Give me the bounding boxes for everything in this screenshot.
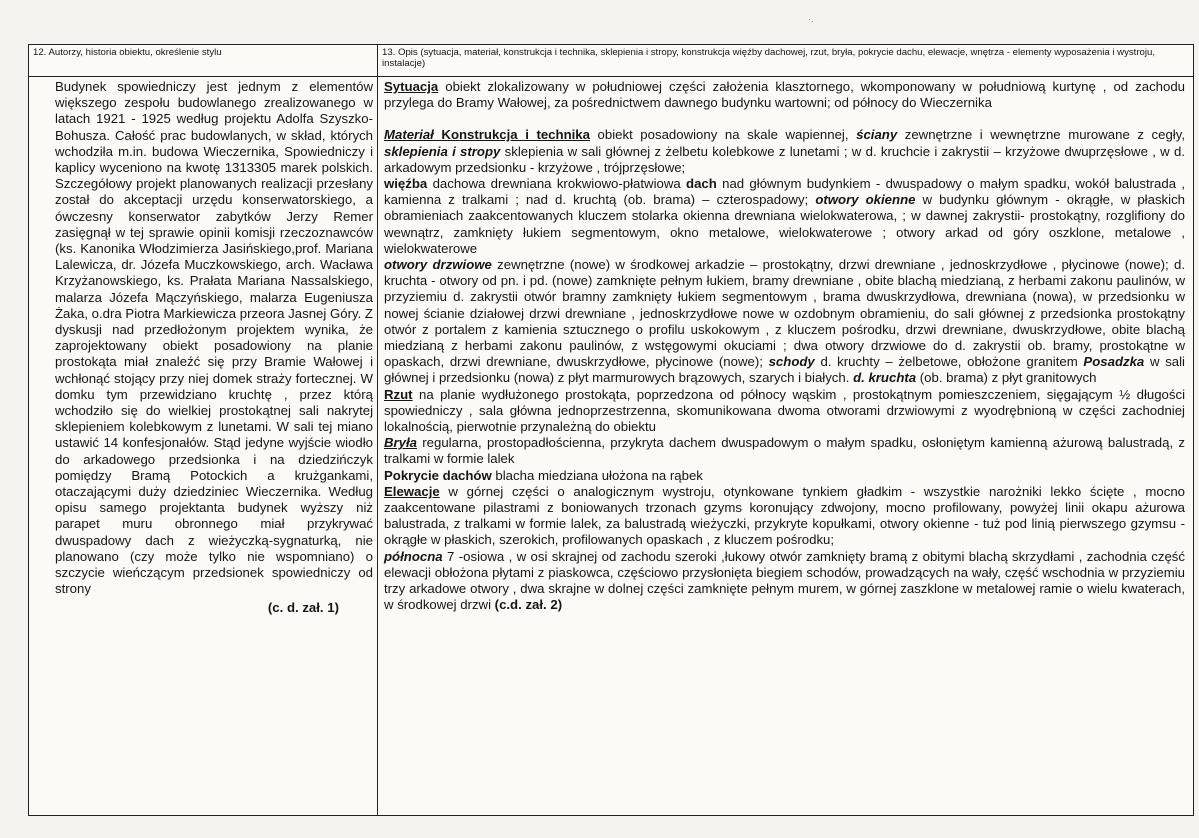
text-kruchta: (ob. brama) z płyt granitowych <box>916 370 1097 386</box>
text-polnocna: 7 -osiowa , w osi skrajnej od zachodu szeroki ,łukowy otwór zamknięty bramą z obitymi blachą skrzydłami , zachodnia część elewacji obłożona płytami z piaskowca, częściowo przysłonięta biegiem schodów, prowadzących na wały, część wschodnia w przyziemiu trzy arkadowe otwory , dwa skrajne w dolnej części zamknięte pełnym murem, w górnej zaszklone w metalowej ramie o wielu kwaterach, w środkowej drzwi <box>384 548 1185 613</box>
header-description: 13. Opis (sytuacja, materiał, konstrukcja i technika, sklepienia i stropy, konstrukcja więźby dachowej, rzut, bryła, pokrycie dachu, elewacje, wnętrza - elementy wyposażenia i wystroju, instalacje) <box>378 45 1193 77</box>
text-sytuacja: obiekt zlokalizowany w południowej części założenia klasztornego, wkomponowany w południową kurtynę , od zachodu przylega do Bramy Wałowej, za pośrednictwem dawnego budynku wartowni; od północy do Wieczernika <box>384 79 1185 111</box>
label-sytuacja: Sytuacja <box>384 79 439 94</box>
label-schody: schody <box>768 354 815 370</box>
label-wiezba: więźba <box>384 176 428 192</box>
text-konstrukcja-3: sklepienia w sali głównej z żelbetu kolebkowe z lunetami ; w d. kruchcie i zakrystii – krzyżowe dwuprzęsłowe , w d. arkadowym przedsionku - krzyżowe , trójprzęsłowe; <box>384 143 1185 175</box>
section-drzwi <box>384 257 1185 387</box>
label-sklepienia: sklepienia i stropy <box>384 143 501 159</box>
history-text: Budynek spowiedniczy jest jednym z elementów większego zespołu budowlanego zrealizowanego w latach 1921 - 1925 według projektu Adolfa Szyszko-Bohusza. Całość prac budowlanych, w skład, których wchodziła m.in. budowa Wieczernika, Spowiedniczy i kaplicy wyceniono na kwotę 1313305 marek polskich. Szczegółowy projekt planowanych realizacji przesłany został do akceptacji urzędu konserwatorskiego, a ówczesny konserwator zabytków Jerzy Remer zasięgnął w tej sprawie opinii komisji rzeczoznawców (ks. Kanonika Włodzimierza Jasińskiego,prof. Mariana Lalewicza, dr. Józefa Muczkowskiego, arch. Wacława Krzyżanowskiego, ks. Prałata Mariana Nassalskiego, malarza Józefa Mączyńskiego, malarza Eugeniusza Żaka, o.dra Piotra Markiewicza przeora Jasnej Góry. Z dyskusji nad przedłożonym projektem wynika, że zaprojektowany obiekt posadowiony na planie prostokąta miał znaleźć się przy Bramie Wałowej i wchłonąć stojący przy niej domek straży fortecznej. W domku tym przewidziano kruchtę , przez którą wchodziło się do wielkiej prostokątnej sali nakrytej sklepieniem kolebkowym z lunetami. W sali tej miano ustawić 14 konfesjonałów. Stąd jedyne wyjście wiodło do arkadowego przedsionka i na dziedzińczyk pomiędzy Bramą Potockich a krużgankami, otaczającymi duży dziedziniec Wieczernika. Według opisu samego projektanta budynek wyższy niż parapet muru obronnego miał przykrywać dwuspadowy dach z wieżyczką-sygnaturką, nie planowano (czy może tylko nie wspomniano) o szczycie wieńczącym przedsionek spowiedniczy od strony <box>55 79 373 597</box>
section-pokrycie <box>384 468 1185 484</box>
section-bryla <box>384 435 1185 467</box>
label-rzut: Rzut <box>384 386 413 402</box>
header-authors-history: 12. Autorzy, historia obiektu, określenie stylu <box>29 45 378 77</box>
text-pokrycie: blacha miedziana ułożona na rąbek <box>491 467 703 483</box>
text-okna: w budynku głównym - okrągłe, w płaskich obramieniach zaakcentowanych kluczem stolarka okienna drewniana wielokwaterowa, ; w dawnej zakrystii- prostokątny, rozglifiony do wewnątrz, zamknięty łukiem segmentowym, okno metalowe, wielokwaterowe ; otwory arkad od góry oszklone, metalowe , wielokwaterowe <box>384 192 1185 256</box>
text-schody: d. kruchty – żelbetowe, obłożone granitem <box>814 354 1084 370</box>
text-wiezba-1: dachowa drewniana krokwiowo-płatwiowa <box>427 176 687 192</box>
label-kruchta: d. kruchta <box>853 370 917 386</box>
section-polnocna <box>384 549 1185 614</box>
label-material: Materiał <box>384 127 434 143</box>
label-posadzka: Posadzka <box>1083 354 1145 370</box>
label-konstrukcja: Konstrukcja i technika <box>433 127 590 143</box>
right-reference: (c.d. zał. 2) <box>494 597 563 613</box>
text-posadzka: w sali głównej i przedsionku (nowa) z płyt marmurowych brązowych, szarych i białych. <box>384 354 1185 386</box>
left-reference: (c. d. zał. 1) <box>267 599 339 615</box>
document-table <box>28 44 1194 816</box>
label-polnocna: północna <box>384 548 443 564</box>
text-bryla: regularna, prostopadłościenna, przykryta dachem dwuspadowym o małym spadku, osłoniętym kamienną ażurową balustradą, z tralkami w formie lalek <box>384 435 1185 467</box>
section-elewacje <box>384 484 1185 549</box>
left-column <box>29 77 378 815</box>
section-sytuacja <box>384 79 1185 111</box>
label-bryla: Bryła <box>384 435 417 451</box>
label-elewacje: Elewacje <box>384 483 440 499</box>
text-konstrukcja-2: zewnętrzne i wewnętrzne murowane z cegły, <box>897 127 1186 143</box>
section-rzut <box>384 387 1185 436</box>
label-sciany: ściany <box>856 127 898 143</box>
label-otwory-okienne: otwory okienne <box>815 192 916 208</box>
label-pokrycie: Pokrycie dachów <box>384 467 492 483</box>
text-rzut: na planie wydłużonego prostokąta, poprzedzona od północy wąskim , prostokątnym pomieszczeniem, sięgającym ½ długości spowiedniczy , sala główna jednoprzestrzenna, skomunikowana dwoma otworami drzwiowymi z wyodrębnioną w części zachodniej lokalnością, pierwotnie przynależną do obiektu <box>384 386 1185 435</box>
text-elewacje: w górnej części o analogicznym wystroju, otynkowane tynkiem gładkim - wszystkie narożniki lekko ścięte , mocno zaakcentowane pilastrami z boniowanych trzonach gzyms koronujący zdwojony, mocno profilowany, powyżej linii okapu ażurowa balustrada, z tralkami w formie lalek, za balustradą wieżyczki, przykryte kopułkami, otwory okienne - tuż pod linią pierwszego gzymsu - okrągłe w płaskich, szerokich, profilowanych opaskach , z kluczem pośrodku; <box>384 483 1185 548</box>
right-column <box>378 77 1193 815</box>
section-konstrukcja <box>384 127 1185 176</box>
text-drzwi: zewnętrzne (nowe) w środkowej arkadzie – prostokątny, drzwi drewniane , jednoskrzydłowe , płycinowe (nowe); d. kruchta - otwory od pn. i pd. (nowe) zamknięte pełnym łukiem, bramy drewniane , obite blachą miedzianą, z herbami zakonu paulinów, w przyziemiu d. zakrystii otwór bramny zamknięty łukiem segmentowym , brama dwuskrzydłowa, drewniana (nowa), w przedsionku w nowej ścianie działowej drzwi drewniane , jednoskrzydłowe nowe w ozdobnym obramieniu, do sali głównej z przedsionka prostokątny otwór z portalem z kamienia sztucznego o profilu uskokowym , z kluczem pośrodku, drzwi drewniane, dwuskrzydłowe, obite blachą miedzianą z herbami zakonu paulinów, z wstęgowymi okuciami ; dwa otwory drzwiowe do d. zakrystii ob. bramy, prostokątne w opaskach, drzwi drewniane, dwuskrzydłowe, płycinowe (nowe); <box>384 257 1185 370</box>
scan-mark: ·. <box>808 14 814 24</box>
label-dach: dach <box>686 176 717 192</box>
text-konstrukcja-1: obiekt posadowiony na skale wapiennej, <box>589 127 857 143</box>
section-wiezba <box>384 176 1185 257</box>
label-otwory-drzwiowe: otwory drzwiowe <box>384 257 492 273</box>
text-wiezba-2: nad głównym budynkiem - dwuspadowy o małym spadku, wokół balustrada , kamienna z tralkami ; nad d. kruchtą (ob. brama) – czterospadowy; <box>384 176 1186 208</box>
